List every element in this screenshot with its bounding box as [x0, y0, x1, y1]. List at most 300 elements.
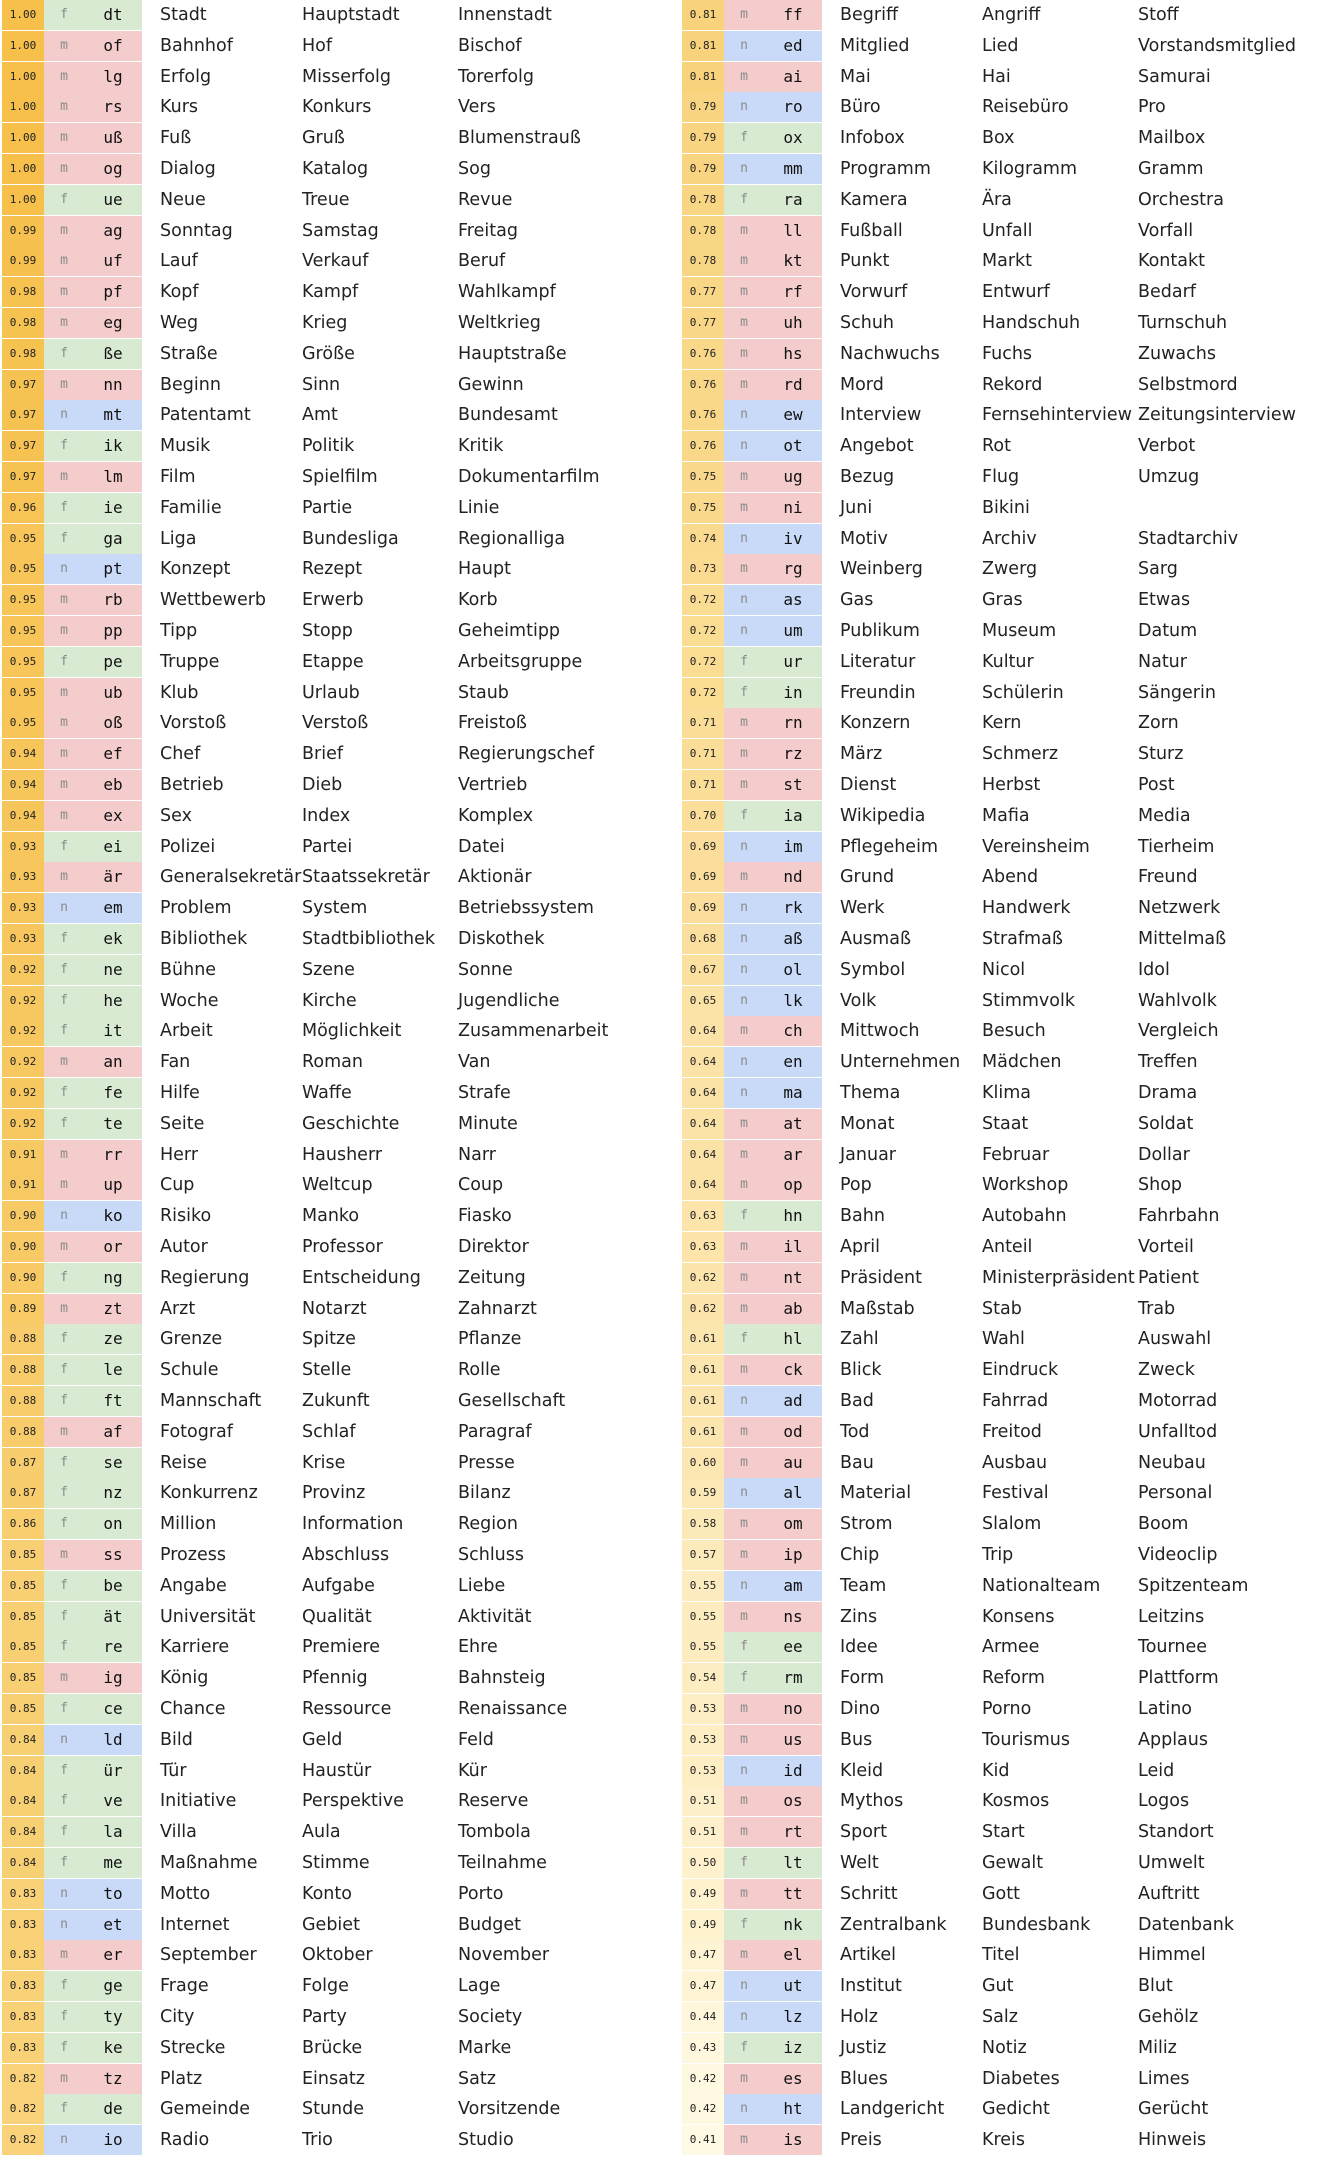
- gender-cell: f: [44, 1324, 84, 1354]
- score-cell: 0.95: [2, 616, 44, 646]
- example-word-2: Gebiet: [302, 1914, 360, 1935]
- score-cell: 0.93: [2, 893, 44, 923]
- gender-cell: m: [724, 739, 764, 769]
- gender-cell: f: [724, 1324, 764, 1354]
- score-cell: 0.93: [2, 832, 44, 862]
- example-word-3: Tournee: [1138, 1637, 1208, 1658]
- table-row: [680, 1632, 1280, 1662]
- suffix-cell: au: [764, 1448, 822, 1478]
- example-word-3: Korb: [458, 590, 498, 611]
- example-word-2: Titel: [982, 1945, 1020, 1966]
- table-row: [0, 2064, 600, 2094]
- score-cell: 0.44: [682, 2002, 724, 2032]
- example-word-1: Liga: [160, 528, 197, 549]
- score-cell: 0.92: [2, 1078, 44, 1108]
- example-word-3: Komplex: [458, 805, 534, 826]
- gender-cell: f: [44, 1109, 84, 1139]
- score-cell: 0.87: [2, 1478, 44, 1508]
- example-word-1: City: [160, 2007, 195, 2027]
- suffix-cell: re: [84, 1632, 142, 1662]
- example-word-3: Region: [458, 1514, 518, 1535]
- score-cell: 0.93: [2, 924, 44, 954]
- example-word-2: Ära: [982, 189, 1012, 210]
- example-word-1: Januar: [840, 1144, 896, 1165]
- example-word-2: Dieb: [302, 775, 343, 795]
- suffix-cell: pf: [84, 277, 142, 307]
- example-word-2: Mädchen: [982, 1052, 1062, 1073]
- table-row: [680, 1571, 1280, 1601]
- example-word-1: Sport: [840, 1822, 887, 1843]
- score-cell: 0.86: [2, 1509, 44, 1539]
- suffix-cell: dt: [84, 0, 142, 30]
- gender-cell: n: [724, 31, 764, 61]
- score-cell: 0.87: [2, 1448, 44, 1478]
- suffix-cell: iv: [764, 524, 822, 554]
- example-word-3: Gehölz: [1138, 2007, 1199, 2027]
- example-word-2: Hof: [302, 35, 333, 56]
- score-cell: 0.64: [682, 1078, 724, 1108]
- gender-cell: m: [724, 339, 764, 369]
- table-row: [680, 154, 1280, 184]
- example-word-2: Stopp: [302, 621, 353, 641]
- gender-cell: m: [724, 2125, 764, 2155]
- score-cell: 0.81: [682, 62, 724, 92]
- example-word-1: Welt: [840, 1853, 879, 1873]
- example-word-2: Vereinsheim: [982, 836, 1090, 857]
- suffix-cell: op: [764, 1170, 822, 1200]
- suffix-cell: ia: [764, 801, 822, 831]
- example-word-1: Bus: [840, 1729, 873, 1750]
- suffix-cell: ft: [84, 1386, 142, 1416]
- gender-cell: f: [724, 647, 764, 677]
- example-word-2: Kilogramm: [982, 159, 1078, 179]
- table-row: [680, 123, 1280, 153]
- example-word-1: Maßnahme: [160, 1853, 258, 1873]
- table-row: [0, 2094, 600, 2124]
- gender-cell: m: [724, 1509, 764, 1539]
- example-word-2: Kreis: [982, 2130, 1026, 2151]
- table-row: [680, 1294, 1280, 1324]
- gender-cell: n: [724, 1971, 764, 2001]
- example-word-1: Betrieb: [160, 775, 224, 795]
- suffix-cell: ke: [84, 2033, 142, 2063]
- example-word-2: Kampf: [302, 282, 359, 303]
- table-row: [680, 739, 1280, 769]
- score-cell: 0.90: [2, 1263, 44, 1293]
- example-word-1: Konkurrenz: [160, 1483, 258, 1504]
- suffix-cell: lt: [764, 1848, 822, 1878]
- suffix-cell: im: [764, 832, 822, 862]
- suffix-cell: oß: [84, 708, 142, 738]
- example-word-3: Betriebssystem: [458, 898, 594, 919]
- score-cell: 0.96: [2, 493, 44, 523]
- score-cell: 0.92: [2, 1047, 44, 1077]
- example-word-3: Wahlkampf: [458, 282, 556, 303]
- score-cell: 0.54: [682, 1663, 724, 1693]
- suffix-cell: ve: [84, 1786, 142, 1816]
- example-word-2: Aula: [302, 1822, 341, 1843]
- example-word-1: Stadt: [160, 5, 207, 25]
- example-word-2: Konkurs: [302, 97, 372, 118]
- example-word-1: Polizei: [160, 836, 216, 857]
- suffix-cell: aß: [764, 924, 822, 954]
- example-word-1: Artikel: [840, 1945, 897, 1966]
- table-row: [0, 246, 600, 276]
- example-word-2: Folge: [302, 1976, 349, 1997]
- suffix-cell: os: [764, 1786, 822, 1816]
- suffix-cell: it: [84, 1016, 142, 1046]
- gender-cell: m: [44, 1232, 84, 1262]
- gender-cell: m: [44, 246, 84, 276]
- suffix-cell: il: [764, 1232, 822, 1262]
- gender-cell: n: [724, 1756, 764, 1786]
- gender-cell: m: [44, 678, 84, 708]
- suffix-cell: ga: [84, 524, 142, 554]
- example-word-3: Van: [458, 1052, 491, 1073]
- suffix-cell: är: [84, 862, 142, 892]
- score-cell: 0.90: [2, 1201, 44, 1231]
- example-word-3: Logos: [1138, 1791, 1190, 1812]
- gender-cell: m: [44, 1170, 84, 1200]
- example-word-1: Mai: [840, 66, 871, 87]
- example-word-1: Weg: [160, 313, 199, 333]
- example-word-3: Zeitung: [458, 1267, 526, 1288]
- example-word-2: Staat: [982, 1113, 1029, 1134]
- gender-cell: m: [724, 1355, 764, 1385]
- table-row: [680, 246, 1280, 276]
- example-word-1: Fan: [160, 1052, 191, 1073]
- suffix-cell: ns: [764, 1602, 822, 1632]
- example-word-2: Hai: [982, 66, 1011, 87]
- table-row: [0, 1078, 600, 1108]
- score-cell: 1.00: [2, 0, 44, 30]
- suffix-cell: tt: [764, 1879, 822, 1909]
- gender-cell: f: [44, 185, 84, 215]
- gender-cell: n: [724, 1571, 764, 1601]
- example-word-1: Reise: [160, 1452, 207, 1473]
- suffix-cell: rd: [764, 370, 822, 400]
- table-row: [680, 1786, 1280, 1816]
- example-word-2: Manko: [302, 1206, 360, 1227]
- example-word-2: Gewalt: [982, 1853, 1044, 1873]
- example-word-3: Feld: [458, 1729, 494, 1750]
- example-word-3: Etwas: [1138, 590, 1191, 611]
- example-word-3: Drama: [1138, 1083, 1198, 1103]
- score-cell: 0.63: [682, 1232, 724, 1262]
- table-row: [0, 1632, 600, 1662]
- example-word-3: Diskothek: [458, 929, 545, 949]
- suffix-cell: tz: [84, 2064, 142, 2094]
- example-word-3: Narr: [458, 1144, 496, 1165]
- suffix-cell: ra: [764, 185, 822, 215]
- table-row: [680, 986, 1280, 1016]
- score-cell: 0.82: [2, 2064, 44, 2094]
- gender-cell: f: [44, 1448, 84, 1478]
- example-word-2: Stimme: [302, 1853, 370, 1873]
- example-word-3: Freistoß: [458, 713, 527, 734]
- example-word-3: Presse: [458, 1452, 515, 1473]
- score-cell: 0.88: [2, 1386, 44, 1416]
- example-word-3: Studio: [458, 2130, 514, 2151]
- suffix-cell: nt: [764, 1263, 822, 1293]
- suffix-cell: rr: [84, 1140, 142, 1170]
- gender-cell: f: [44, 524, 84, 554]
- example-word-1: Begriff: [840, 5, 898, 25]
- gender-cell: m: [724, 554, 764, 584]
- example-word-2: Porno: [982, 1699, 1032, 1719]
- score-cell: 0.61: [682, 1417, 724, 1447]
- suffix-cell: is: [764, 2125, 822, 2155]
- example-word-3: Unfalltod: [1138, 1421, 1218, 1442]
- table-row: [680, 708, 1280, 738]
- table-row: [680, 1602, 1280, 1632]
- suffix-cell: no: [764, 1694, 822, 1724]
- table-row: [0, 893, 600, 923]
- example-word-1: Chance: [160, 1699, 226, 1719]
- gender-cell: f: [44, 339, 84, 369]
- score-cell: 0.90: [2, 1232, 44, 1262]
- example-word-3: Verbot: [1138, 436, 1196, 457]
- example-word-1: Frage: [160, 1976, 209, 1997]
- example-word-1: Prozess: [160, 1545, 226, 1565]
- table-row: [0, 1509, 600, 1539]
- example-word-2: Schlaf: [302, 1421, 356, 1442]
- example-word-1: Kleid: [840, 1760, 884, 1781]
- example-word-2: Gott: [982, 1883, 1020, 1904]
- example-word-1: Radio: [160, 2130, 210, 2151]
- example-word-2: Stelle: [302, 1360, 352, 1381]
- example-word-2: Katalog: [302, 159, 369, 179]
- example-word-1: Seite: [160, 1113, 205, 1134]
- example-word-3: Renaissance: [458, 1699, 568, 1719]
- table-row: [0, 832, 600, 862]
- example-word-3: Spitzenteam: [1138, 1575, 1249, 1596]
- example-word-2: Fernsehinterview: [982, 405, 1132, 426]
- table-row: [680, 1848, 1280, 1878]
- example-word-1: Motiv: [840, 528, 888, 549]
- example-word-2: Ausbau: [982, 1452, 1048, 1473]
- example-word-2: Konsens: [982, 1606, 1055, 1627]
- example-word-2: Wahl: [982, 1329, 1025, 1350]
- example-word-3: Natur: [1138, 651, 1187, 672]
- example-word-1: Chip: [840, 1545, 880, 1565]
- suffix-cell: mm: [764, 154, 822, 184]
- table-row: [680, 1355, 1280, 1385]
- example-word-3: Society: [458, 2007, 523, 2027]
- table-row: [680, 1170, 1280, 1200]
- gender-cell: m: [724, 493, 764, 523]
- score-cell: 0.91: [2, 1170, 44, 1200]
- example-word-1: Fuß: [160, 128, 192, 149]
- example-word-2: Unfall: [982, 220, 1033, 241]
- score-cell: 0.83: [2, 1879, 44, 1909]
- gender-cell: m: [44, 770, 84, 800]
- example-word-2: Kid: [982, 1760, 1010, 1781]
- example-word-2: Spielfilm: [302, 467, 378, 487]
- table-row: [0, 1109, 600, 1139]
- example-word-3: Linie: [458, 497, 500, 518]
- table-row: [680, 770, 1280, 800]
- example-word-2: Waffe: [302, 1083, 352, 1103]
- example-word-3: Trab: [1138, 1298, 1176, 1319]
- score-cell: 0.83: [2, 1971, 44, 2001]
- example-word-2: Start: [982, 1822, 1025, 1843]
- suffix-cell: as: [764, 585, 822, 615]
- suffix-cell: ur: [764, 647, 822, 677]
- table-row: [0, 801, 600, 831]
- suffix-cell: er: [84, 1940, 142, 1970]
- gender-cell: m: [724, 1602, 764, 1632]
- gender-cell: m: [724, 770, 764, 800]
- table-row: [680, 62, 1280, 92]
- gender-cell: m: [724, 370, 764, 400]
- gender-cell: m: [44, 801, 84, 831]
- table-row: [0, 2033, 600, 2063]
- example-word-3: Wahlvolk: [1138, 990, 1217, 1011]
- score-cell: 0.55: [682, 1571, 724, 1601]
- gender-cell: f: [44, 1571, 84, 1601]
- score-cell: 0.61: [682, 1386, 724, 1416]
- suffix-cell: af: [84, 1417, 142, 1447]
- example-word-2: Stunde: [302, 2099, 365, 2120]
- example-word-3: Vergleich: [1138, 1021, 1219, 1042]
- table-row: [0, 400, 600, 430]
- example-word-1: Tipp: [160, 621, 198, 641]
- gender-cell: m: [724, 1940, 764, 1970]
- example-word-1: Holz: [840, 2007, 878, 2027]
- suffix-cell: to: [84, 1879, 142, 1909]
- score-cell: 0.69: [682, 893, 724, 923]
- suffix-cell: nn: [84, 370, 142, 400]
- example-word-3: Revue: [458, 189, 513, 210]
- score-cell: 0.71: [682, 708, 724, 738]
- suffix-cell: fe: [84, 1078, 142, 1108]
- example-word-1: Preis: [840, 2130, 882, 2151]
- example-word-1: Vorstoß: [160, 713, 227, 734]
- score-cell: 0.62: [682, 1263, 724, 1293]
- score-cell: 0.85: [2, 1632, 44, 1662]
- score-cell: 0.81: [682, 0, 724, 30]
- gender-cell: f: [44, 1602, 84, 1632]
- example-word-2: Archiv: [982, 528, 1037, 549]
- suffix-cell: ek: [84, 924, 142, 954]
- gender-cell: n: [44, 1725, 84, 1755]
- suffix-cell: ch: [764, 1016, 822, 1046]
- gender-cell: m: [724, 2064, 764, 2094]
- example-word-2: Bundesliga: [302, 528, 399, 549]
- suffix-cell: ip: [764, 1540, 822, 1570]
- example-word-2: Februar: [982, 1144, 1050, 1165]
- example-word-2: Treue: [302, 189, 350, 210]
- example-word-1: Fußball: [840, 220, 903, 241]
- table-row: [0, 1140, 600, 1170]
- suffix-cell: io: [84, 2125, 142, 2155]
- example-word-1: Kamera: [840, 189, 908, 210]
- example-word-3: Himmel: [1138, 1945, 1206, 1966]
- score-cell: 0.72: [682, 647, 724, 677]
- gender-cell: n: [44, 1201, 84, 1231]
- suffix-cell: ty: [84, 2002, 142, 2032]
- table-row: [0, 1910, 600, 1940]
- example-word-1: Symbol: [840, 959, 906, 980]
- table-row: [680, 862, 1280, 892]
- example-word-3: Hinweis: [1138, 2130, 1207, 2151]
- example-word-3: Aktivität: [458, 1606, 532, 1627]
- table-row: [680, 216, 1280, 246]
- example-word-3: Turnschuh: [1138, 313, 1228, 333]
- table-row: [0, 616, 600, 646]
- example-word-1: Pop: [840, 1175, 872, 1196]
- gender-cell: m: [44, 462, 84, 492]
- table-row: [680, 801, 1280, 831]
- gender-cell: f: [44, 1632, 84, 1662]
- example-word-2: Index: [302, 805, 351, 826]
- example-word-1: Dialog: [160, 159, 216, 179]
- gender-cell: m: [44, 585, 84, 615]
- score-cell: 0.95: [2, 554, 44, 584]
- gender-cell: f: [724, 1663, 764, 1693]
- score-cell: 0.79: [682, 154, 724, 184]
- example-word-3: Regionalliga: [458, 528, 566, 549]
- example-word-3: Bundesamt: [458, 405, 558, 426]
- gender-cell: f: [44, 1756, 84, 1786]
- suffix-cell: ub: [84, 678, 142, 708]
- gender-cell: m: [724, 708, 764, 738]
- suffix-cell: uh: [764, 308, 822, 338]
- score-cell: 0.73: [682, 554, 724, 584]
- example-word-1: Karriere: [160, 1637, 230, 1658]
- gender-cell: f: [44, 2033, 84, 2063]
- example-word-1: Punkt: [840, 251, 890, 272]
- example-word-2: Amt: [302, 405, 338, 426]
- example-word-3: Schluss: [458, 1545, 525, 1565]
- gender-cell: n: [724, 585, 764, 615]
- table-row: [680, 339, 1280, 369]
- table-row: [680, 1940, 1280, 1970]
- score-cell: 0.98: [2, 277, 44, 307]
- example-word-2: Information: [302, 1514, 404, 1535]
- score-cell: 0.85: [2, 1602, 44, 1632]
- example-word-1: Interview: [840, 405, 922, 426]
- example-word-3: Zahnarzt: [458, 1298, 537, 1319]
- score-cell: 1.00: [2, 185, 44, 215]
- table-row: [0, 431, 600, 461]
- score-cell: 0.68: [682, 924, 724, 954]
- table-row: [680, 1971, 1280, 2001]
- suffix-cell: um: [764, 616, 822, 646]
- example-word-2: Professor: [302, 1237, 383, 1257]
- suffix-cell: ed: [764, 31, 822, 61]
- example-word-1: Film: [160, 467, 196, 487]
- table-row: [0, 308, 600, 338]
- score-cell: 0.84: [2, 1848, 44, 1878]
- example-word-2: Einsatz: [302, 2068, 365, 2089]
- example-word-2: Reisebüro: [982, 97, 1069, 118]
- gender-cell: f: [724, 1848, 764, 1878]
- score-cell: 1.00: [2, 154, 44, 184]
- gender-cell: m: [44, 862, 84, 892]
- gender-cell: f: [44, 1848, 84, 1878]
- example-word-2: Schmerz: [982, 744, 1059, 765]
- example-word-1: Publikum: [840, 621, 920, 641]
- example-word-3: Minute: [458, 1113, 518, 1134]
- example-word-3: Zweck: [1138, 1360, 1195, 1381]
- suffix-cell: ne: [84, 955, 142, 985]
- table-row: [0, 708, 600, 738]
- table-row: [680, 1694, 1280, 1724]
- gender-cell: m: [44, 708, 84, 738]
- example-word-1: Strom: [840, 1514, 893, 1535]
